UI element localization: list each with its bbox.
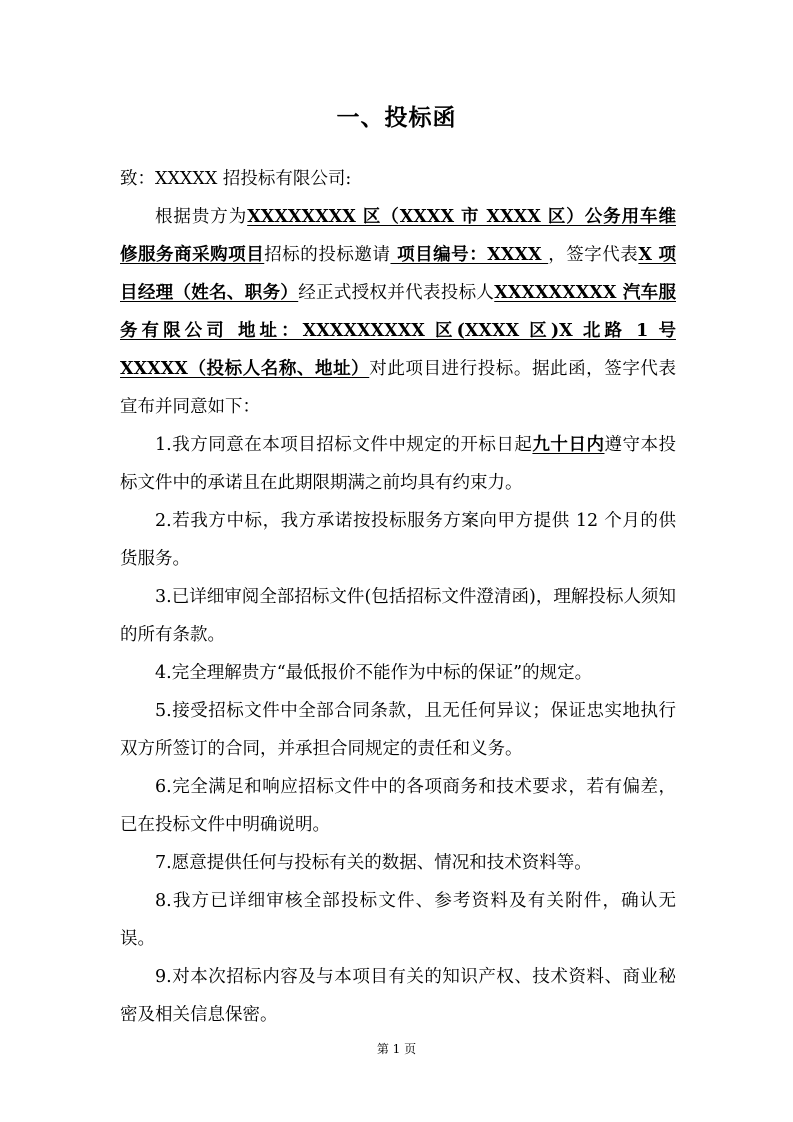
validity-period: 九十日内 (532, 435, 605, 455)
project-number: 项目编号：XXXX (390, 245, 549, 265)
salutation: 致：XXXXX 招投标有限公司: (120, 169, 352, 189)
list-item-9: 9.对本次招标内容及与本项目有关的知识产权、技术资料、商业秘密及相关信息保密。 (120, 967, 676, 1025)
list-item-7: 7.愿意提供任何与投标有关的数据、情况和技术资料等。 (155, 853, 592, 873)
list-item-2: 2.若我方中标，我方承诺按投标服务方案向甲方提供 12 个月的供货服务。 (120, 511, 676, 569)
document-title: 一、投标函 (336, 104, 457, 131)
intro-text-5: 对此项目进行投标。据此函，签字代表宣布并同意如下： (120, 359, 676, 417)
page-number: 第 1 页 (376, 1042, 417, 1056)
signing-representative: X 项目经理（姓名、职务） (120, 245, 677, 303)
list-item-1 (120, 426, 676, 502)
intro-text-4: 经正式授权并代表投标人 (298, 283, 495, 303)
list-item-5: 5.接受招标文件中全部合同条款，且无任何异议；保证忠实地执行双方所签订的合同，并承担合同规定的责任和义务。 (120, 701, 676, 759)
list-item-4: 4.完全理解贵方“最低报价不能作为中标的保证”的规定。 (155, 663, 593, 683)
intro-text-1: 根据贵方为 (155, 207, 248, 227)
item-1-text-before: 1.我方同意在本项目招标文件中规定的开标日起 (155, 435, 533, 455)
letter-body (120, 160, 676, 1034)
bidder-name-address: XXXXXXXXX 汽车服务有限公司 地址：XXXXXXXXX 区(XXXX 区)X 北路 1 号 XXXXX（投标人名称、地址） (120, 283, 677, 379)
list-item-3: 3.已详细审阅全部招标文件(包括招标文件澄清函)，理解投标人须知的所有条款。 (120, 587, 676, 645)
list-item-8: 8.我方已详细审核全部投标文件、参考资料及有关附件，确认无误。 (120, 891, 676, 949)
project-name: XXXXXXXX 区（XXXX 市 XXXX 区）公务用车维修服务商采购项目 (120, 207, 676, 265)
list-item-6: 6.完全满足和响应招标文件中的各项商务和技术要求，若有偏差，已在投标文件中明确说明。 (120, 777, 676, 835)
item-1-text-after: 遵守本投标文件中的承诺且在此期限期满之前均具有约束力。 (120, 435, 677, 493)
intro-paragraph (120, 198, 676, 426)
intro-text-2: 招标的投标邀请 (264, 245, 391, 265)
intro-text-3: ，签字代表 (548, 245, 639, 265)
